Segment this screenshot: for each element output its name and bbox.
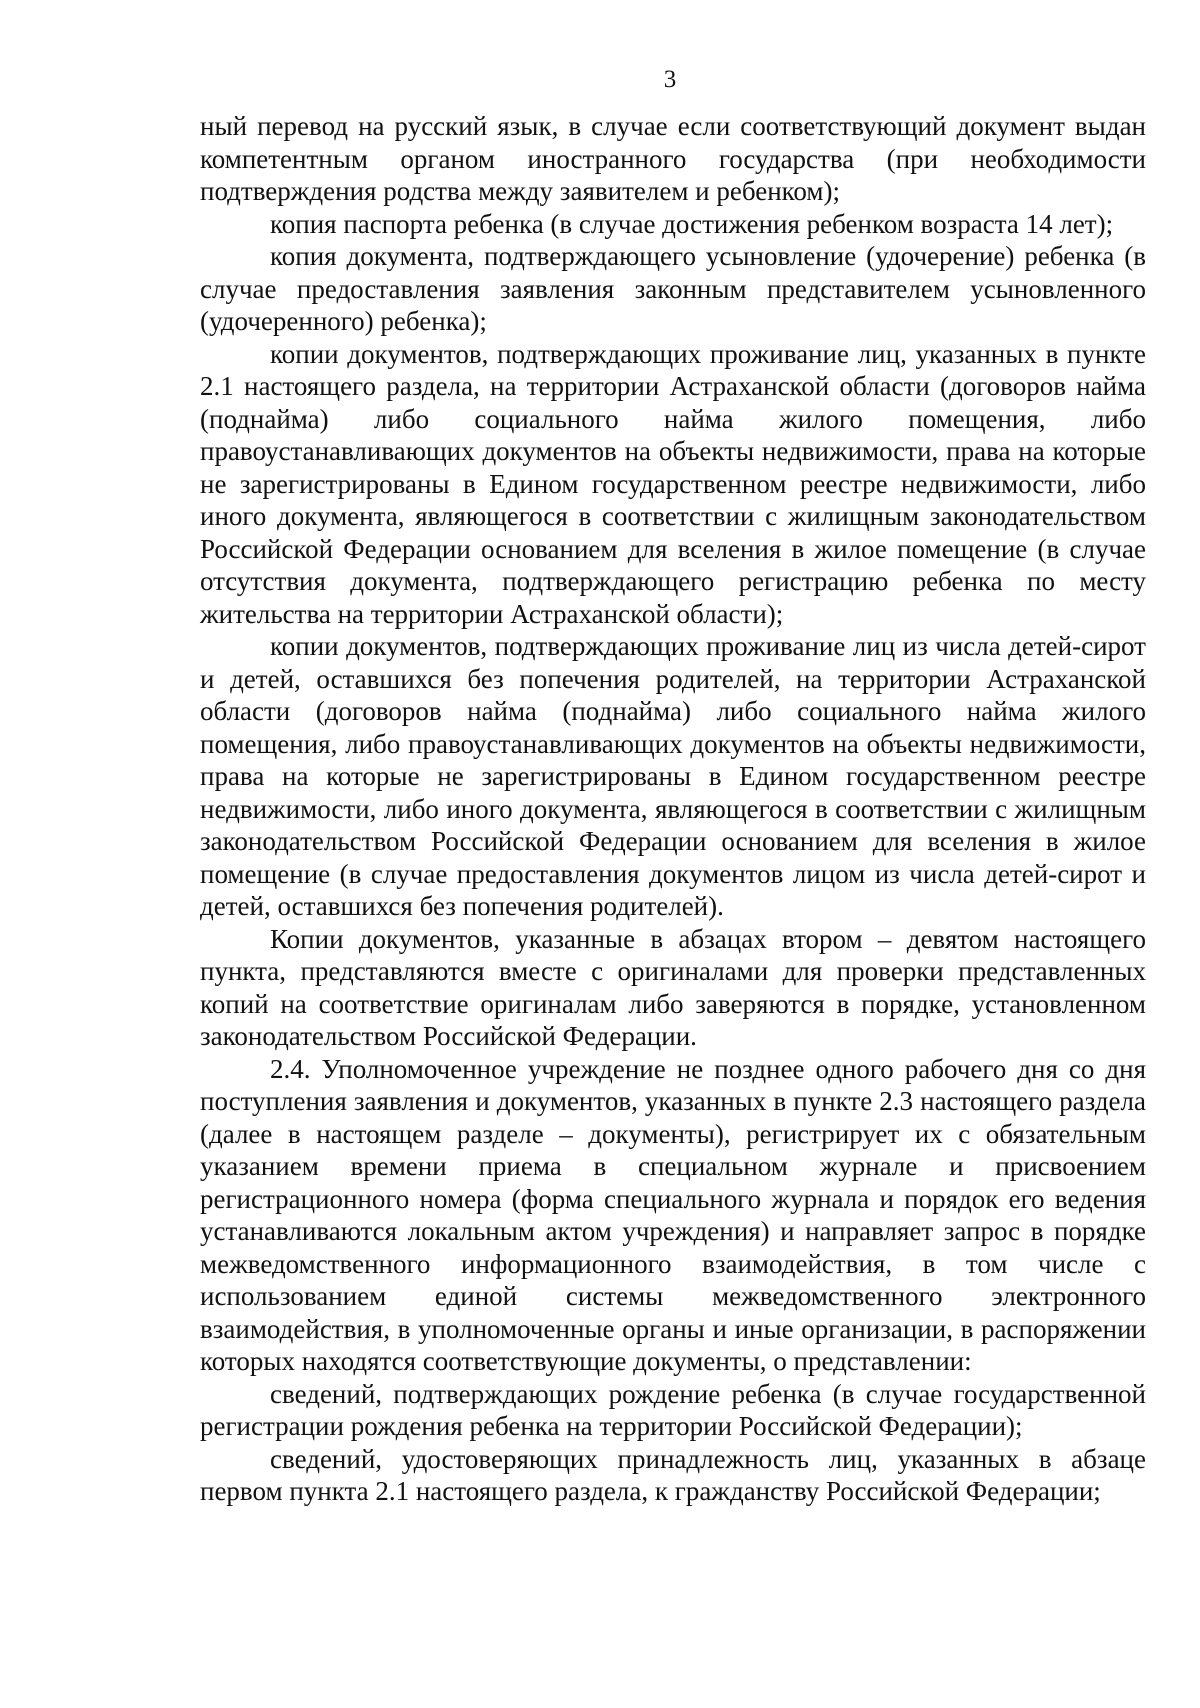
- document-body: [200, 110, 1146, 1508]
- paragraph-copies-verification: Копии документов, указанные в абзацах втором – девятом настоящего пункта, представляются вместе с оригиналами для проверки представленных копий на соответствие оригиналам либо заверяются в порядке, установленном законодательством Российской Федерации.: [200, 923, 1146, 1051]
- paragraph-section-2-4: 2.4. Уполномоченное учреждение не позднее одного рабочего дня со дня поступления заявления и документов, указанных в пункте 2.3 настоящего раздела (далее в настоящем разделе – документы), регистрирует их с обязательным указанием времени приема в специальном журнале и присвоением регистрационного номера (форма специального журнала и порядок его ведения устанавливаются локальным актом учреждения) и направляет запрос в порядке межведомственного информационного взаимодействия, в том числе с использованием единой системы межведомственного электронного взаимодействия, в уполномоченные органы и иные организации, в распоряжении которых находятся соответствующие документы, о представлении:: [200, 1053, 1146, 1376]
- paragraph-citizenship-information: сведений, удостоверяющих принадлежность лиц, указанных в абзаце первом пункта 2.1 настоящего раздела, к гражданству Российской Федерации;: [200, 1443, 1146, 1506]
- paragraph-adoption-copy: копия документа, подтверждающего усыновление (удочерение) ребенка (в случае предоставления заявления законным представителем усыновленного (удочеренного) ребенка);: [200, 241, 1146, 336]
- page-number: 3: [663, 66, 677, 93]
- paragraph-residence-documents: копии документов, подтверждающих проживание лиц, указанных в пункте 2.1 настоящего раздела, на территории Астраханской области (договоров найма (поднайма) либо социального найма жилого помещения, либо правоустанавливающих документов на объекты недвижимости, права на которые не зарегистрированы в Едином государственном реестре недвижимости, либо иного документа, являющегося в соответствии с жилищным законодательством Российской Федерации основанием для вселения в жилое помещение (в случае отсутствия документа, подтверждающего регистрацию ребенка по месту жительства на территории Астраханской области);: [200, 338, 1146, 629]
- paragraph-birth-information: сведений, подтверждающих рождение ребенка (в случае государственной регистрации рождения ребенка на территории Российской Федерации);: [200, 1378, 1146, 1441]
- paragraph-orphan-residence-documents: копии документов, подтверждающих проживание лиц из числа детей-сирот и детей, оставшихся без попечения родителей, на территории Астраханской области (договоров найма (поднайма) либо социального найма жилого помещения, либо правоустанавливающих документов на объекты недвижимости, права на которые не зарегистрированы в Едином государственном реестре недвижимости, либо иного документа, являющегося в соответствии с жилищным законодательством Российской Федерации основанием для вселения в жилое помещение (в случае предоставления документов лицом из числа детей-сирот и детей, оставшихся без попечения родителей).: [200, 631, 1146, 921]
- paragraph-continuation: ный перевод на русский язык, в случае если соответствующий документ выдан компетентным органом иностранного государства (при необходимости подтверждения родства между заявителем и ребенком);: [200, 111, 1146, 206]
- paragraph-passport-copy: копия паспорта ребенка (в случае достижения ребенком возраста 14 лет);: [270, 208, 1114, 239]
